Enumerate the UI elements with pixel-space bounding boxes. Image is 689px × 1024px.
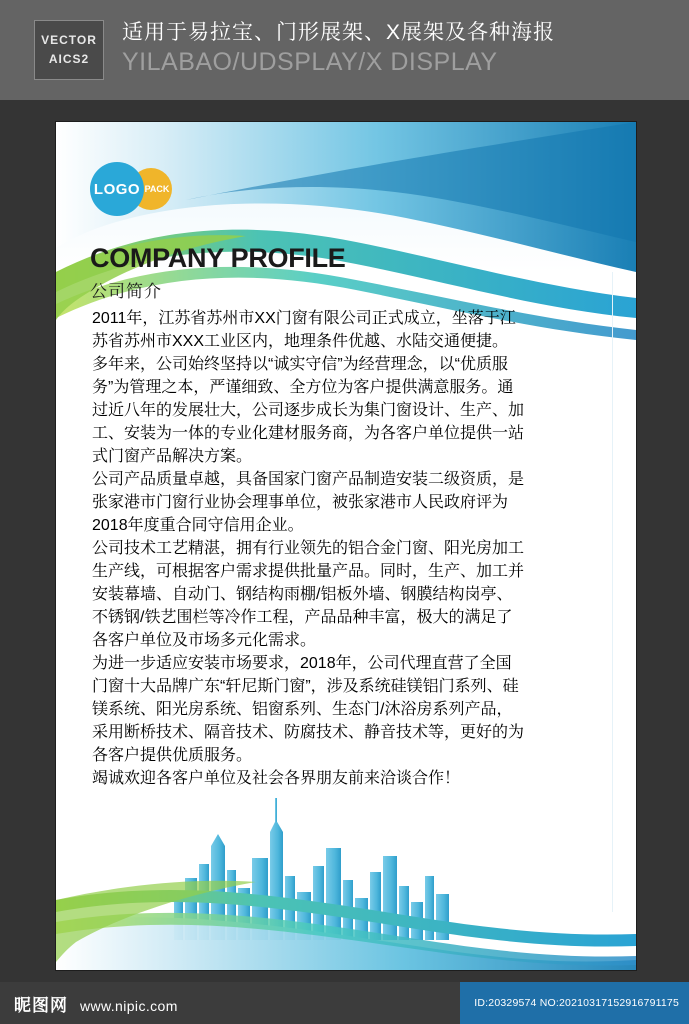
paragraph: 公司技术工艺精湛，拥有行业领先的铝合金门窗、阳光房加工生产线，可根据客户需求提供批量产品。同时，生产、加工并安装幕墙、自动门、钢结构雨棚/铝板外墙、钢膜结构岗亭、不锈钢/铁艺围栏等冷作工程，产品品种丰富，极大的满足了各客户单位及市场多元化需求。 [92, 540, 525, 649]
banner-text-en: YILABAO/UDSPLAY/X DISPLAY [122, 48, 498, 77]
site-name: 昵图网 [14, 995, 68, 1015]
logo-main: LOGO [90, 162, 144, 216]
vector-badge-line2: AICS2 [48, 52, 90, 66]
paragraph: 公司产品质量卓越，具备国家门窗产品制造安装二级资质，是张家港市门窗行业协会理事单位，被张家港市人民政府评为2018年度重合同守信用企业。 [92, 471, 525, 534]
body-copy [92, 305, 524, 788]
vector-badge-line1: VECTOR [41, 33, 97, 48]
footer-brand [0, 991, 178, 1016]
site-url[interactable]: www.nipic.com [80, 997, 178, 1014]
paragraph: 为进一步适应安装市场要求，2018年，公司代理直营了全国门窗十大品牌广东“轩尼斯门窗”，涉及系统硅镁铝门系列、硅镁系统、阳光房系统、铝窗系列、生态门/沐浴房系列产品，采用断桥技术、隔音技术、防腐技术、静音技术等，更好的为各客户提供优质服务。 [92, 655, 525, 764]
page-title-en: COMPANY PROFILE [90, 243, 346, 273]
footer-bar [0, 982, 689, 1024]
paragraph: 2011年，江苏省苏州市XX门窗有限公司正式成立，坐落于江苏省苏州市XXX工业区内，地理条件优越、水陆交通便捷。 [92, 310, 516, 350]
poster-canvas [56, 122, 636, 970]
banner-text-cn: 适用于易拉宝、门形展架、X展架及各种海报 [122, 20, 556, 44]
asset-id-label: ID:20329574 NO:20210317152916791175 [460, 982, 689, 1024]
logo [90, 162, 172, 216]
paragraph: 竭诚欢迎各客户单位及社会各界朋友前来洽谈合作！ [92, 770, 461, 787]
paragraph: 多年来，公司始终坚持以“诚实守信”为经营理念，以“优质服务”为管理之本，严谨细致、全方位为客户提供满意服务。通过近八年的发展壮大，公司逐步成长为集门窗设计、生产、加工、安装为一体的专业化建材服务商，为各客户单位提供一站式门窗产品解决方案。 [92, 356, 525, 465]
title-block [90, 243, 520, 302]
top-banner [0, 0, 689, 100]
page-title-cn: 公司简介 [90, 282, 162, 301]
vector-badge [34, 20, 104, 80]
banner-text-group [122, 0, 555, 100]
logo-sub: PACK [130, 168, 172, 210]
